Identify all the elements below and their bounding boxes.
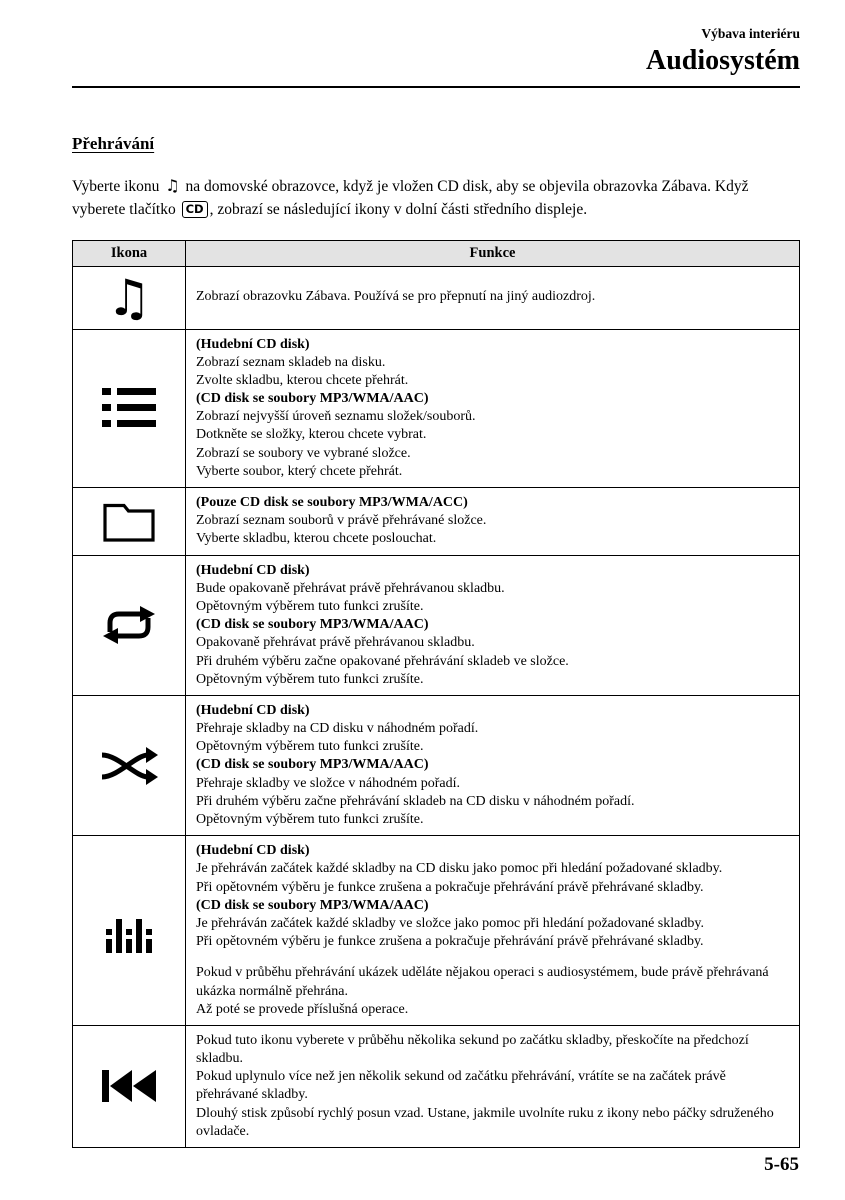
- table-row: [73, 488, 800, 556]
- icon-cell: [73, 266, 186, 329]
- table-header: [73, 240, 800, 266]
- function-text: Je přehráván začátek každé skladby na CD disku jako pomoc při hledání požadované skladby.: [196, 861, 723, 877]
- function-cell: [186, 1025, 800, 1147]
- header-rule: [72, 86, 800, 88]
- function-cell: [186, 695, 800, 835]
- column-header-function: Funkce: [186, 240, 800, 266]
- table-header-row: [73, 240, 800, 266]
- folder-icon: [79, 499, 179, 543]
- function-text: Přehraje skladby na CD disku v náhodném pořadí.: [196, 721, 479, 737]
- function-text: Při druhém výběru začne opakované přehrávání skladeb ve složce.: [196, 653, 569, 669]
- function-text: Při opětovném výběru je funkce zrušena a pokračuje přehrávání právě přehrávané skladby.: [196, 934, 704, 950]
- function-subheading: (Pouze CD disk se soubory MP3/WMA/ACC): [196, 495, 468, 510]
- music-note-glyph: ♫: [106, 268, 152, 327]
- track-list-icon: [79, 387, 179, 429]
- table-row: [73, 836, 800, 1026]
- icon-cell: [73, 836, 186, 1026]
- function-text: Je přehráván začátek každé skladby ve složce jako pomoc při hledání požadované skladby.: [196, 915, 704, 931]
- section-label: Výbava interiéru: [701, 26, 800, 41]
- page-header: [72, 26, 800, 88]
- table-row: [73, 695, 800, 835]
- page-number: 5-65: [764, 1154, 799, 1175]
- function-text: Zobrazí se soubory ve vybrané složce.: [196, 445, 411, 461]
- icon-function-table: [72, 240, 800, 1149]
- function-text: Opětovným výběrem tuto funkci zrušíte.: [196, 671, 424, 687]
- function-text: Zobrazí obrazovku Zábava. Používá se pro přepnutí na jiný audiozdroj.: [196, 289, 596, 305]
- cd-button-icon: CD: [182, 201, 208, 218]
- function-text: Zobrazí nejvyšší úroveň seznamu složek/souborů.: [196, 409, 476, 425]
- function-text: Opětovným výběrem tuto funkci zrušíte.: [196, 812, 424, 827]
- function-subheading: (Hudební CD disk): [196, 702, 310, 718]
- previous-track-icon: [79, 1066, 179, 1106]
- function-text: Zobrazí seznam skladeb na disku.: [196, 354, 386, 370]
- intro-paragraph: [72, 174, 800, 222]
- icon-cell: [73, 329, 186, 488]
- intro-text-3: , zobrazí se následující ikony v dolní části středního displeje.: [209, 201, 588, 219]
- icon-cell: [73, 555, 186, 695]
- function-text: Bude opakovaně přehrávat právě přehrávanou skladbu.: [196, 580, 505, 596]
- function-text: Opětovným výběrem tuto funkci zrušíte.: [196, 739, 424, 755]
- icon-cell: [73, 488, 186, 556]
- column-header-icon: Ikona: [73, 240, 186, 266]
- music-note-inline-icon: ♫: [165, 176, 180, 195]
- function-subheading: (Hudební CD disk): [196, 843, 310, 859]
- function-text: Dotkněte se složky, kterou chcete vybrat.: [196, 427, 427, 443]
- function-text: Vyberte skladbu, kterou chcete poslouchat.: [196, 531, 437, 547]
- function-text: Pokud v průběhu přehrávání ukázek uděláte nějakou operaci s audiosystémem, bude právě přehrávaná ukázka normálně přehrána.: [196, 965, 769, 999]
- function-subheading: (Hudební CD disk): [196, 562, 310, 578]
- function-cell: [186, 555, 800, 695]
- function-text: Při druhém výběru začne přehrávání skladeb na CD disku v náhodném pořadí.: [196, 793, 635, 809]
- function-cell: [186, 266, 800, 329]
- function-text: Zvolte skladbu, kterou chcete přehrát.: [196, 372, 409, 388]
- function-cell: [186, 329, 800, 488]
- function-text: Opakovaně přehrávat právě přehrávanou skladbu.: [196, 635, 475, 651]
- intro-text-2: na domovské obrazovce, když je vložen CD disk, aby se objevila obrazovka Zábava. Když vyberete tlačítko: [72, 178, 749, 219]
- scan-icon: [79, 909, 179, 953]
- table-row: [73, 1025, 800, 1147]
- icon-table-body: [73, 266, 800, 1148]
- chapter-title: Audiosystém: [645, 45, 800, 76]
- function-text: Pokud uplynulo více než jen několik sekund od začátku přehrávání, vrátíte se na začátek právě přehrávané skladby.: [196, 1069, 726, 1103]
- icon-cell: [73, 695, 186, 835]
- intro-text-1: Vyberte ikonu: [72, 178, 160, 195]
- icon-cell: [73, 1025, 186, 1147]
- function-cell: [186, 836, 800, 1026]
- function-subheading: (CD disk se soubory MP3/WMA/AAC): [196, 617, 429, 633]
- function-text: Pokud tuto ikonu vyberete v průběhu několika sekund po začátku skladby, přeskočíte na předchozí skladbu.: [196, 1032, 749, 1067]
- function-text: Opětovným výběrem tuto funkci zrušíte.: [196, 598, 424, 614]
- function-subheading: (Hudební CD disk): [196, 336, 310, 352]
- function-subheading: (CD disk se soubory MP3/WMA/AAC): [196, 757, 429, 773]
- function-text: Až poté se provede příslušná operace.: [196, 1001, 409, 1017]
- function-text: Přehraje skladby ve složce v náhodném pořadí.: [196, 775, 460, 791]
- shuffle-icon: [79, 744, 179, 788]
- table-row: [73, 266, 800, 329]
- repeat-icon: [79, 602, 179, 648]
- topic-heading: Přehrávání: [72, 134, 155, 153]
- function-text: Při opětovném výběru je funkce zrušena a pokračuje přehrávání právě přehrávané skladby.: [196, 879, 704, 895]
- table-row: [73, 555, 800, 695]
- function-subheading: (CD disk se soubory MP3/WMA/AAC): [196, 897, 429, 913]
- function-cell: [186, 488, 800, 556]
- function-text: Dlouhý stisk způsobí rychlý posun vzad. Ustane, jakmile uvolníte ruku z ikony nebo páčky sdruženého ovladače.: [196, 1105, 774, 1139]
- table-row: [73, 329, 800, 488]
- music-note-icon: [79, 268, 179, 327]
- function-subheading: (CD disk se soubory MP3/WMA/AAC): [196, 391, 429, 407]
- function-text: Vyberte soubor, který chcete přehrát.: [196, 463, 403, 479]
- function-text: Zobrazí seznam souborů v právě přehrávané složce.: [196, 513, 487, 529]
